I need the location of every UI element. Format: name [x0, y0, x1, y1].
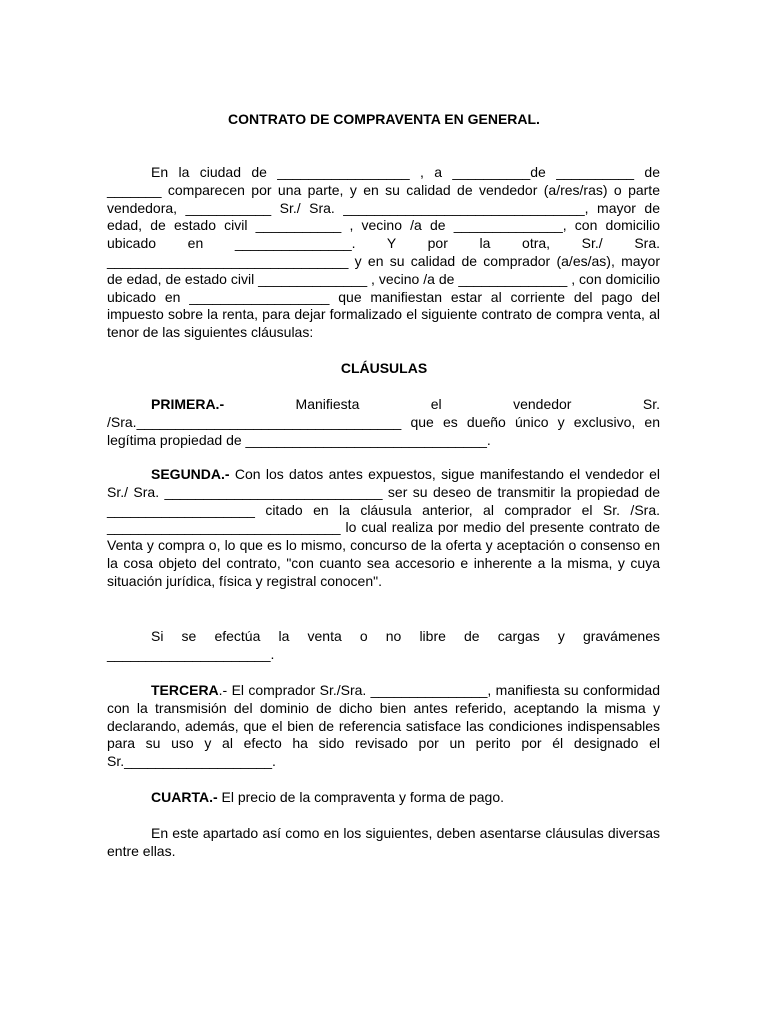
clause-tercera-label: TERCERA — [151, 682, 219, 698]
clause-segunda-text: Con los datos antes expuestos, sigue manifestando el vendedor el Sr./ Sra. ____________________________ ser su deseo de transmitir la propiedad de ___________________ citado en la cláusula anterior, al comprador el Sr. /Sra. ______________________________ lo cual realiza por medio del presente contrato de Venta y compra o, lo que es lo mismo, concurso de la oferta y aceptación o consenso en la cosa objeto del contrato, "con cuanto sea accesorio e inherente a la misma, y cuya situación jurídica, física y registral conocen". — [107, 466, 660, 589]
clause-tercera — [107, 682, 660, 771]
clause-segunda — [107, 466, 660, 591]
clause-tercera-text: .- El comprador Sr./Sra. _______________, manifiesta su conformidad con la transmisión del dominio de dicho bien antes referido, aceptando la misma y declarando, además, que el bien de referencia satisface las condiciones indispensables para su uso y al efecto ha sido revisado por un perito por él designado el Sr.___________________. — [107, 682, 660, 770]
clause-primera-text: Manifiesta el vendedor Sr. /Sra.__________________________________ que es dueño único y exclusivo, en legítima propiedad de _______________________________. — [107, 396, 660, 448]
closing-paragraph: En este apartado así como en los siguientes, deben asentarse cláusulas diversas entre ellas. — [107, 825, 660, 859]
cargas-paragraph: Si se efectúa la venta o no libre de cargas y gravámenes _____________________. — [107, 628, 660, 662]
document-title: CONTRATO DE COMPRAVENTA EN GENERAL. — [228, 111, 540, 127]
clausulas-heading: CLÁUSULAS — [340, 360, 428, 376]
intro-paragraph: En la ciudad de _________________ , a __________de __________ de _______ comparecen por una parte, y en su calidad de vendedor (a/res/ras) o parte vendedora, ___________ Sr./ Sra. _______________________________, mayor de edad, de estado civil ___________ , vecino /a de ______________, con domicilio ubicado en _______________. Y por la otra, Sr./ Sra. _______________________________ y en su calidad de comprador (a/es/as), mayor de edad, de estado civil ______________ , vecino /a de ______________ , con domicilio ubicado en __________________ que manifiestan estar al corriente del pago del impuesto sobre la renta, para dejar formalizado el siguiente contrato de compra venta, al tenor de las siguientes cláusulas: — [107, 164, 660, 341]
clause-primera-label: PRIMERA.- — [151, 396, 225, 412]
clause-segunda-label: SEGUNDA.- — [151, 466, 230, 482]
clause-primera — [107, 396, 660, 449]
clause-cuarta-label: CUARTA.- — [151, 789, 218, 805]
clause-cuarta-text: El precio de la compraventa y forma de pago. — [217, 789, 505, 805]
clause-cuarta — [107, 789, 660, 807]
